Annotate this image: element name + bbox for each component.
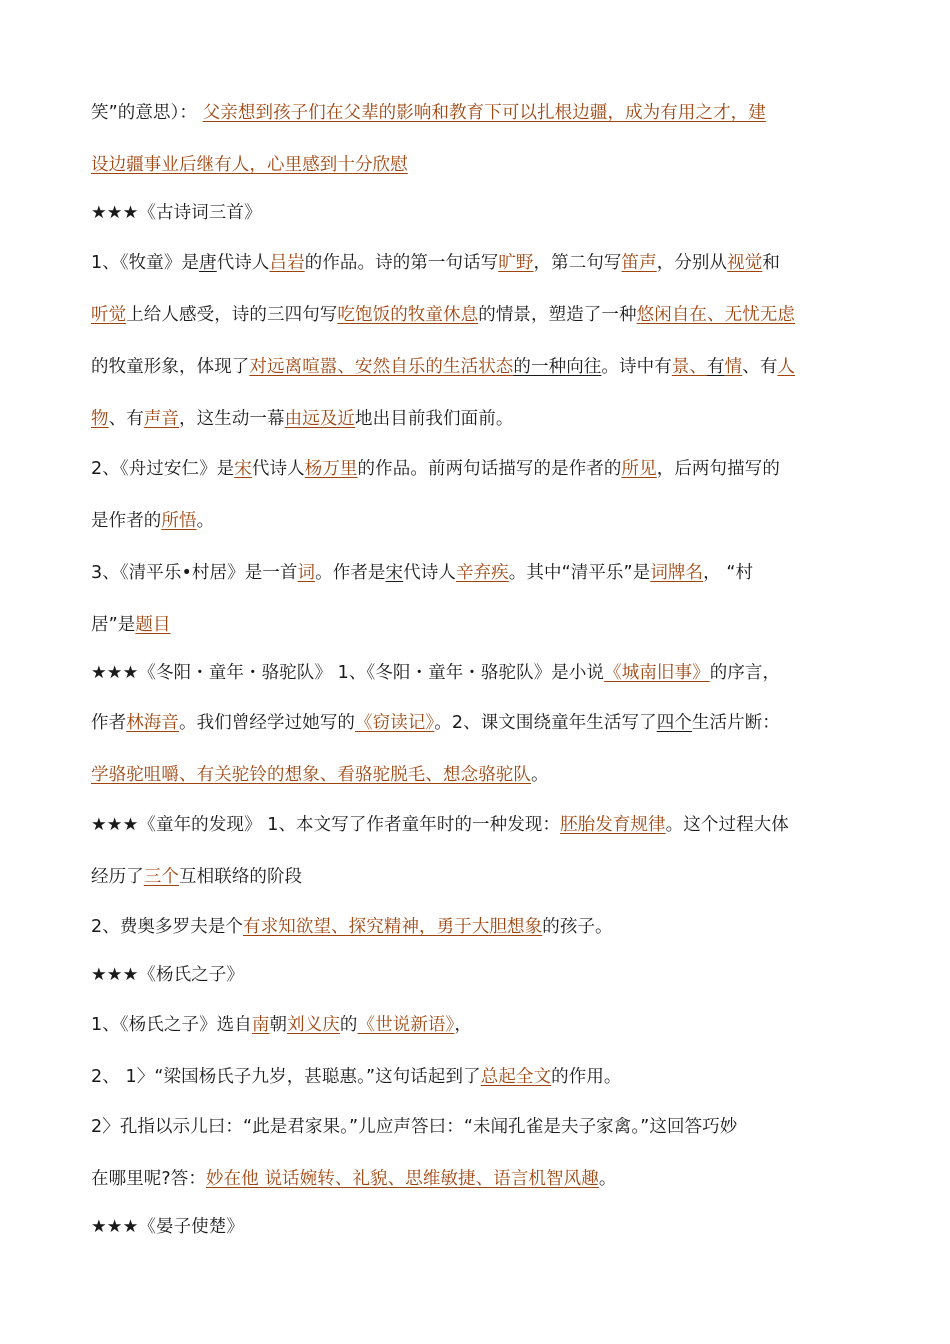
answer-text: 有求知欲望、探究精神，勇于大胆想象 xyxy=(243,917,543,937)
text-line xyxy=(91,1064,860,1090)
text-line xyxy=(91,152,860,178)
body-text: 的序言， xyxy=(709,663,781,683)
body-text: ★★★《冬阳・童年・骆驼队》 1、《冬阳・童年・骆驼队》是小说 xyxy=(91,663,605,683)
body-text: ★★★《古诗词三首》 xyxy=(91,203,262,223)
answer-text: 悠闲自在、无忧无虑 xyxy=(636,305,796,325)
body-text: 代诗人 xyxy=(216,253,270,273)
body-text: 1、《杨氏之子》选自 xyxy=(91,1015,252,1035)
body-text: 。我们曾经学过她写的 xyxy=(179,713,356,733)
body-text: 在哪里呢?答： xyxy=(91,1169,206,1189)
text-line xyxy=(91,250,860,276)
body-text: ★★★《童年的发现》 1、本文写了作者童年时的一种发现： xyxy=(91,815,561,835)
body-text: ， “村 xyxy=(703,563,754,583)
text-line xyxy=(91,560,860,586)
text-line xyxy=(91,302,860,328)
body-text: 的作品。诗的第一句话写 xyxy=(304,253,499,273)
answer-text: 辛弃疾 xyxy=(455,563,509,583)
text-line xyxy=(91,1114,860,1140)
answer-text: 词牌名 xyxy=(650,563,704,583)
body-text: 。作者是 xyxy=(315,563,386,583)
body-text: 。2、课文围绕童年生活写了 xyxy=(434,713,657,733)
answer-text: 总起全文 xyxy=(480,1067,552,1087)
body-text: 。 xyxy=(598,1169,617,1189)
body-text: 和 xyxy=(762,253,780,273)
body-text: 2〉孔指以示儿曰：“此是君家果。”儿应声答曰：“未闻孔雀是夫子家禽。”这回答巧妙 xyxy=(91,1117,738,1137)
body-text: 笑”的意思）： xyxy=(91,103,203,123)
answer-text: 《世说新语》 xyxy=(357,1015,455,1035)
body-text: 的情景，塑造了一种 xyxy=(478,305,637,325)
underlined-text: 四个 xyxy=(656,713,692,733)
answer-text: 人 xyxy=(777,357,796,377)
answer-text: 对远离喧嚣、安然自乐的生活状态 xyxy=(249,357,514,377)
answer-text: 妙在他 说话婉转、礼貌、思维敏捷、语言机智风趣 xyxy=(206,1169,599,1189)
answer-text: 笛声 xyxy=(621,253,657,273)
body-text: 是作者的 xyxy=(91,511,162,531)
body-text: 朝 xyxy=(269,1015,288,1035)
answer-text: 三个 xyxy=(143,867,180,887)
text-line xyxy=(91,914,860,940)
text-line xyxy=(91,1214,860,1240)
text-line xyxy=(91,354,860,380)
answer-text: 声音 xyxy=(143,409,180,429)
answer-text: 情 xyxy=(724,357,743,377)
answer-text: 所见 xyxy=(621,459,657,479)
answer-text: 吃饱饭的牧童休息 xyxy=(337,305,479,325)
answer-text: 《城南旧事》 xyxy=(604,663,710,683)
underlined-text: 唐 xyxy=(199,253,217,273)
body-text: 1、《牧童》是 xyxy=(91,253,200,273)
body-text: 的牧童形象，体现了 xyxy=(91,357,250,377)
answer-text: 《窃读记》 xyxy=(355,713,435,733)
answer-text: 由远及近 xyxy=(284,409,356,429)
text-line xyxy=(91,612,860,638)
text-line xyxy=(91,508,860,534)
text-line xyxy=(91,710,860,736)
text-line xyxy=(91,962,860,988)
body-text: 。 xyxy=(196,511,215,531)
text-line xyxy=(91,1012,860,1038)
body-text: 。 xyxy=(531,765,549,785)
body-text: 居”是 xyxy=(91,615,136,635)
text-line xyxy=(91,100,860,126)
body-text: ，分别从 xyxy=(656,253,728,273)
underlined-text: 宋 xyxy=(385,563,404,583)
body-text: 。诗中有 xyxy=(601,357,672,377)
answer-text: 视觉 xyxy=(727,253,763,273)
body-text: 上给人感受，诗的三四句写 xyxy=(126,305,338,325)
text-line xyxy=(91,812,860,838)
body-text: 生活片断： xyxy=(691,713,780,733)
body-text: 3、《清平乐•村居》是一首 xyxy=(91,563,298,583)
body-text: 作者 xyxy=(91,713,127,733)
text-line xyxy=(91,456,860,482)
underlined-text: 有 xyxy=(707,357,725,377)
answer-text: 宋 xyxy=(234,459,252,479)
body-text: ★★★《晏子使楚》 xyxy=(91,1217,244,1237)
body-text: 。这个过程大体 xyxy=(665,815,789,835)
body-text: ，后两句描写的 xyxy=(656,459,780,479)
body-text: 、有 xyxy=(108,409,144,429)
body-text: 2、 1〉“梁国杨氏子九岁，甚聪惠。”这句话起到了 xyxy=(91,1067,481,1087)
answer-text: 胚胎发育规律 xyxy=(560,815,666,835)
body-text: 、有 xyxy=(742,357,778,377)
body-text: 地出目前我们面前。 xyxy=(355,409,514,429)
answer-text: 所悟 xyxy=(161,511,197,531)
answer-text: 物 xyxy=(91,409,109,429)
text-line xyxy=(91,200,860,226)
answer-text: 词 xyxy=(297,563,316,583)
text-line xyxy=(91,406,860,432)
body-text: ， xyxy=(454,1015,472,1035)
body-text: 互相联络的阶段 xyxy=(179,867,303,887)
body-text: ★★★《杨氏之子》 xyxy=(91,965,244,985)
body-text: 的 xyxy=(339,1015,358,1035)
answer-text: 杨万里 xyxy=(304,459,358,479)
text-line xyxy=(91,864,860,890)
body-text: 代诗人 xyxy=(251,459,305,479)
answer-text: 父亲想到孩子们在父辈的影响和教育下可以扎根边疆，成为有用之才，建 xyxy=(202,103,766,123)
answer-text: 学骆驼咀嚼、有关驼铃的想象、看骆驼脱毛、想念骆驼队 xyxy=(91,765,531,785)
body-text: ，这生动一幕 xyxy=(179,409,285,429)
body-text: ，第二句写 xyxy=(533,253,622,273)
answer-text: 刘义庆 xyxy=(287,1015,340,1035)
body-text: 的孩子。 xyxy=(542,917,613,937)
answer-text: 南 xyxy=(251,1015,270,1035)
answer-text: 吕岩 xyxy=(269,253,305,273)
body-text: 经历了 xyxy=(91,867,144,887)
text-line xyxy=(91,660,860,686)
body-text: 的作品。前两句话描写的是作者的 xyxy=(357,459,622,479)
body-text: 的作用。 xyxy=(551,1067,622,1087)
body-text: 2、费奥多罗夫是个 xyxy=(91,917,244,937)
answer-text: 听觉 xyxy=(91,305,127,325)
answer-text: 旷野 xyxy=(498,253,534,273)
answer-text: 林海音 xyxy=(126,713,180,733)
underlined-text: 的一种向往 xyxy=(513,357,602,377)
body-text: 2、《舟过安仁》是 xyxy=(91,459,235,479)
text-line xyxy=(91,762,860,788)
answer-text: 景、 xyxy=(671,357,708,377)
answer-text: 题目 xyxy=(135,615,171,635)
answer-text: 设边疆事业后继有人，心里感到十分欣慰 xyxy=(91,155,408,175)
body-text: 代诗人 xyxy=(403,563,456,583)
text-line xyxy=(91,1166,860,1192)
body-text: 。其中“清平乐”是 xyxy=(508,563,651,583)
